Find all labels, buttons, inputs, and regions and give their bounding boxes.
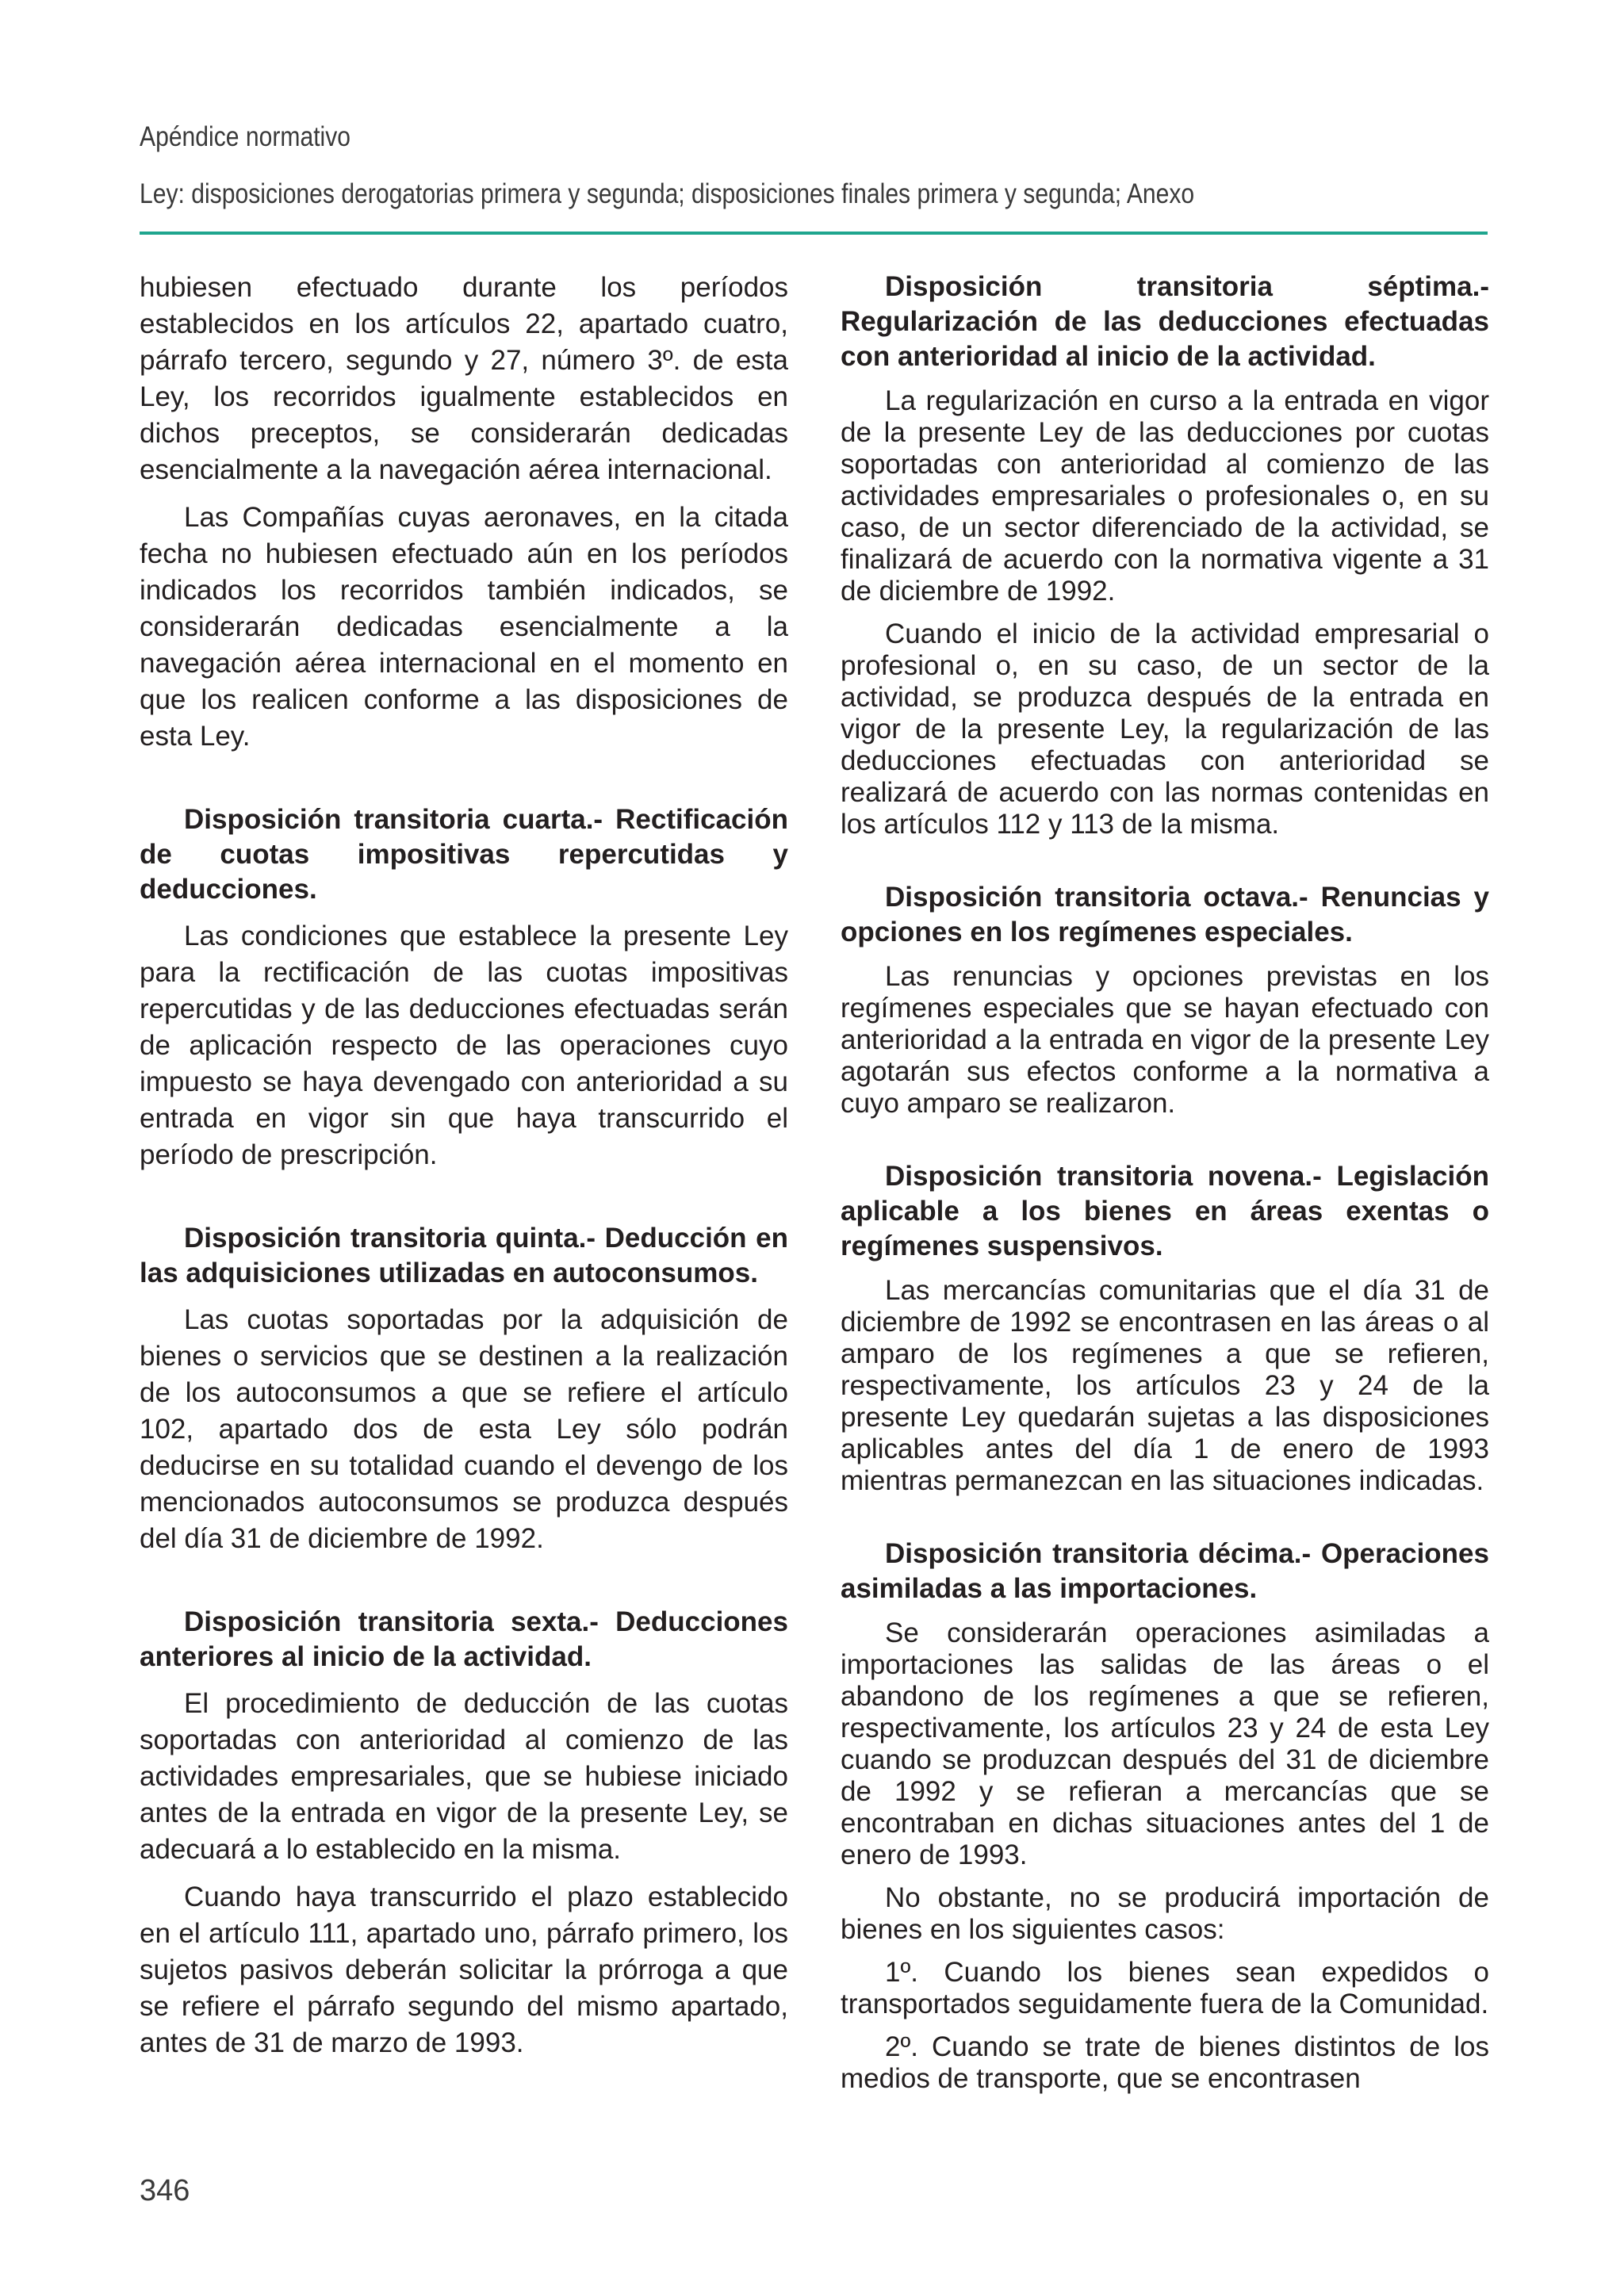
running-header [140, 119, 1488, 212]
heading-transitoria-septima: Disposición transitoria séptima.- Regularización de las deducciones efectuadas con anterioridad al inicio de la actividad. [841, 271, 1489, 372]
paragraph: Las renuncias y opciones previstas en los regímenes especiales que se hayan efectuado con anterioridad a la entrada en vigor de la presente Ley agotarán sus efectos conforme a la normativa a cuyo amparo se realizaron. [841, 961, 1489, 1119]
heading-transitoria-quinta: Disposición transitoria quinta.- Deducción en las adquisiciones utilizadas en autoconsumos. [140, 1223, 788, 1288]
heading-transitoria-novena: Disposición transitoria novena.- Legislación aplicable a los bienes en áreas exentas o regímenes suspensivos. [841, 1161, 1489, 1261]
paragraph: Cuando haya transcurrido el plazo establecido en el artículo 111, apartado uno, párrafo primero, los sujetos pasivos deberán solicitar la prórroga a que se refiere el párrafo segundo del mismo apartado, antes de 31 de marzo de 1993. [140, 1881, 788, 2058]
paragraph: Las cuotas soportadas por la adquisición de bienes o servicios que se destinen a la realización de los autoconsumos a que se refiere el artículo 102, apartado dos de esta Ley sólo podrán deducirse en su totalidad cuando el devengo de los mencionados autoconsumos se produzca después del día 31 de diciembre de 1992. [140, 1304, 788, 1554]
paragraph: Las condiciones que establece la presente Ley para la rectificación de las cuotas impositivas repercutidas y de las deducciones efectuadas serán de aplicación respecto de las operaciones cuyo impuesto se haya devengado con anterioridad a su entrada en vigor sin que haya transcurrido el período de prescripción. [140, 921, 788, 1170]
paragraph: Cuando el inicio de la actividad empresarial o profesional o, en su caso, de un sector de la actividad, se produzca después de la entrada en vigor de la presente Ley, la regularización de las deducciones efectuadas con anterioridad se realizará de acuerdo con las normas contenidas en los artículos 112 y 113 de la misma. [841, 618, 1489, 840]
paragraph: Las mercancías comunitarias que el día 31 de diciembre de 1992 se encontrasen en las áreas o al amparo de los regímenes a que se refieren, respectivamente, los artículos 23 y 24 de la presente Ley quedarán sujetas a las disposiciones aplicables antes del día 1 de enero de 1993 mientras permanezcan en las situaciones indicadas. [841, 1275, 1489, 1496]
left-column [140, 270, 788, 2073]
header-subtitle: Ley: disposiciones derogatorias primera y segunda; disposiciones finales primera y segunda; Anexo [140, 178, 1195, 209]
heading-transitoria-cuarta: Disposición transitoria cuarta.- Rectificación de cuotas impositivas repercutidas y deducciones. [140, 804, 788, 905]
right-column [841, 270, 1489, 2106]
paragraph: Se considerarán operaciones asimiladas a importaciones las salidas de las áreas o el abandono de los regímenes a que se refieren, respectivamente, los artículos 23 y 24 de esta Ley cuando se produzcan después del 31 de diciembre de 1992 y se refieran a mercancías que se encontraban en dichas situaciones antes del 1 de enero de 1993. [841, 1617, 1489, 1870]
header-divider [140, 232, 1488, 235]
paragraph: hubiesen efectuado durante los períodos establecidos en los artículos 22, apartado cuatro, párrafo tercero, segundo y 27, número 3º. de esta Ley, los recorridos igualmente establecidos en dichos preceptos, se considerarán dedicadas esencialmente a la navegación aérea internacional. [140, 272, 788, 485]
paragraph: 1º. Cuando los bienes sean expedidos o transportados seguidamente fuera de la Comunidad. [841, 1957, 1489, 2019]
heading-transitoria-sexta: Disposición transitoria sexta.- Deducciones anteriores al inicio de la actividad. [140, 1606, 788, 1672]
paragraph: Las Compañías cuyas aeronaves, en la citada fecha no hubiesen efectuado aún en los períodos indicados los recorridos también indicados, se considerarán dedicadas esencialmente a la navegación aérea internacional en el momento en que los realicen conforme a las disposiciones de esta Ley. [140, 502, 788, 752]
header-section: Apéndice normativo [140, 121, 351, 152]
page-number: 346 [140, 2174, 190, 2207]
paragraph: No obstante, no se producirá importación de bienes en los siguientes casos: [841, 1882, 1489, 1945]
paragraph: El procedimiento de deducción de las cuotas soportadas con anterioridad al comienzo de las actividades empresariales, que se hubiese iniciado antes de la entrada en vigor de la presente Ley, se adecuará a lo establecido en la misma. [140, 1688, 788, 1865]
paragraph: 2º. Cuando se trate de bienes distintos de los medios de transporte, que se encontrasen [841, 2031, 1489, 2094]
heading-transitoria-decima: Disposición transitoria décima.- Operaciones asimiladas a las importaciones. [841, 1538, 1489, 1604]
heading-transitoria-octava: Disposición transitoria octava.- Renuncias y opciones en los regímenes especiales. [841, 882, 1489, 947]
paragraph: La regularización en curso a la entrada en vigor de la presente Ley de las deducciones por cuotas soportadas con anterioridad al comienzo de las actividades empresariales o profesionales o, en su caso, de un sector diferenciado de la actividad, se finalizará de acuerdo con la normativa vigente a 31 de diciembre de 1992. [841, 385, 1489, 607]
